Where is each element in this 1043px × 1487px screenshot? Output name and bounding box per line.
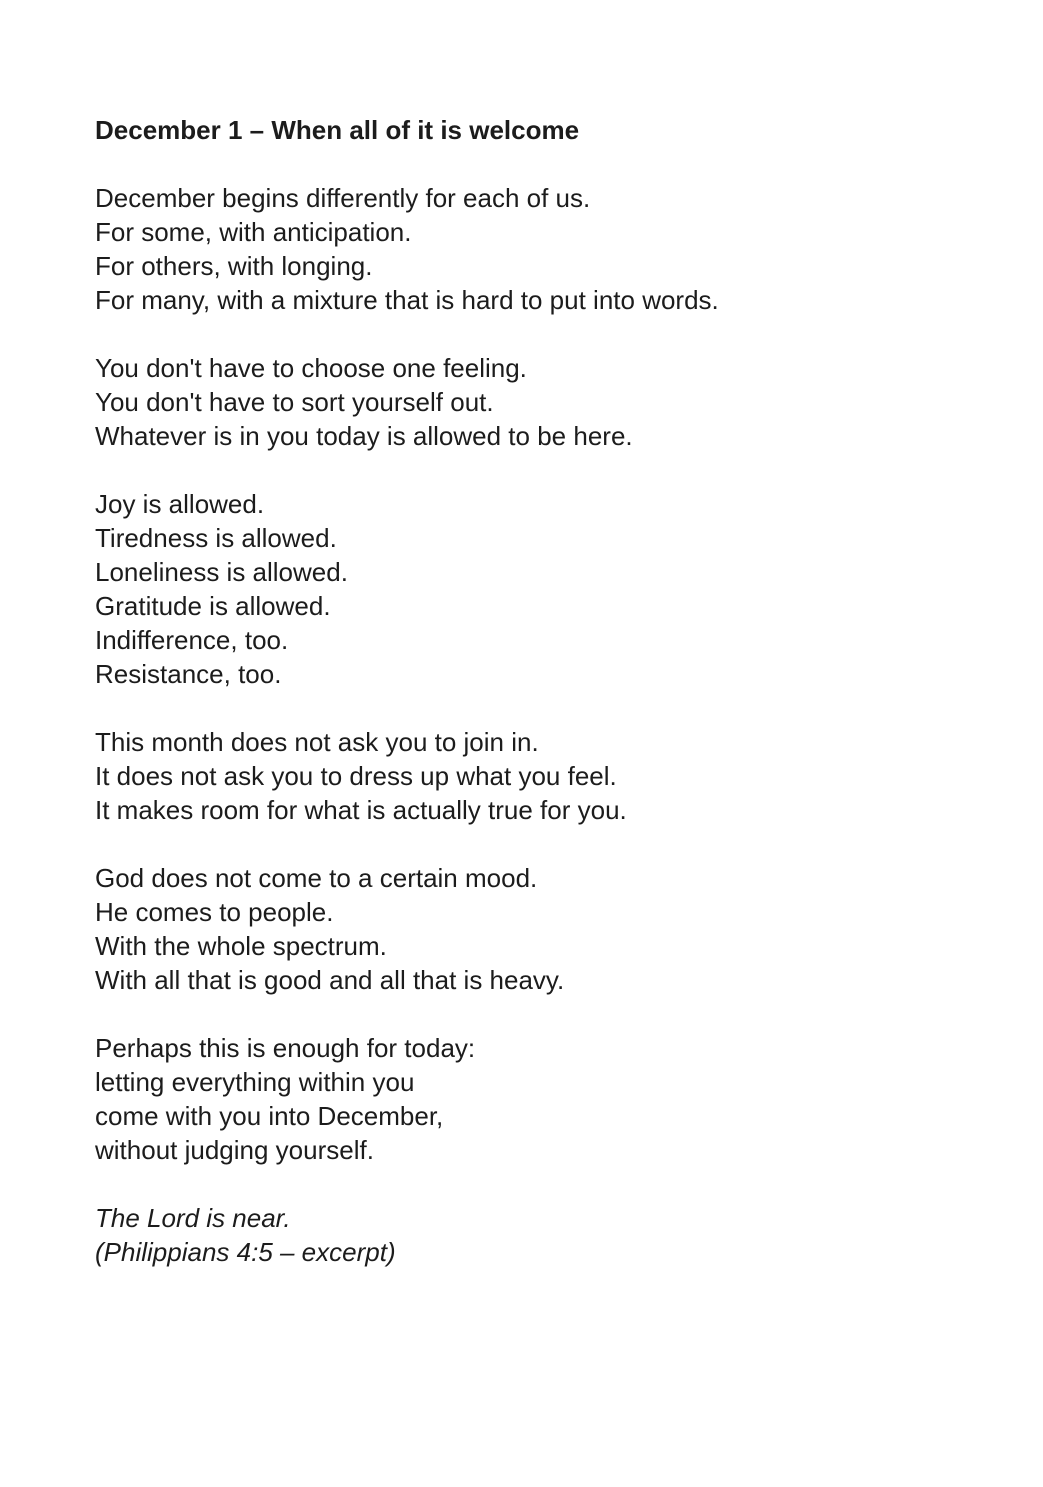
stanza-5 <box>95 861 995 997</box>
text-line: letting everything within you <box>95 1067 415 1097</box>
stanza-1 <box>95 181 995 317</box>
verse-reference: (Philippians 4:5 – excerpt) <box>95 1237 396 1267</box>
text-line: Joy is allowed. <box>95 489 265 519</box>
stanza-4 <box>95 725 995 827</box>
text-line: With all that is good and all that is heavy. <box>95 965 565 995</box>
document-body <box>95 113 995 1269</box>
spacer <box>95 827 995 861</box>
text-line: Loneliness is allowed. <box>95 557 348 587</box>
text-line: God does not come to a certain mood. <box>95 863 538 893</box>
text-line: Resistance, too. <box>95 659 282 689</box>
text-line: December begins differently for each of us. <box>95 183 591 213</box>
text-line: Whatever is in you today is allowed to be here. <box>95 421 633 451</box>
spacer <box>95 453 995 487</box>
stanza-3 <box>95 487 995 691</box>
spacer <box>95 147 995 181</box>
stanza-2 <box>95 351 995 453</box>
text-line: without judging yourself. <box>95 1135 374 1165</box>
text-line: It does not ask you to dress up what you feel. <box>95 761 617 791</box>
page-title: December 1 – When all of it is welcome <box>95 115 580 145</box>
text-line: This month does not ask you to join in. <box>95 727 539 757</box>
text-line: Tiredness is allowed. <box>95 523 337 553</box>
text-line: come with you into December, <box>95 1101 444 1131</box>
verse-text: The Lord is near. <box>95 1203 291 1233</box>
spacer <box>95 997 995 1031</box>
bible-verse <box>95 1201 995 1269</box>
text-line: For some, with anticipation. <box>95 217 412 247</box>
text-line: You don't have to choose one feeling. <box>95 353 527 383</box>
spacer <box>95 691 995 725</box>
stanza-6 <box>95 1031 995 1167</box>
spacer <box>95 317 995 351</box>
text-line: Indifference, too. <box>95 625 289 655</box>
text-line: It makes room for what is actually true for you. <box>95 795 627 825</box>
spacer <box>95 1167 995 1201</box>
text-line: He comes to people. <box>95 897 334 927</box>
text-line: You don't have to sort yourself out. <box>95 387 494 417</box>
text-line: For others, with longing. <box>95 251 373 281</box>
text-line: Perhaps this is enough for today: <box>95 1033 476 1063</box>
text-line: Gratitude is allowed. <box>95 591 331 621</box>
text-line: With the whole spectrum. <box>95 931 387 961</box>
text-line: For many, with a mixture that is hard to put into words. <box>95 285 719 315</box>
